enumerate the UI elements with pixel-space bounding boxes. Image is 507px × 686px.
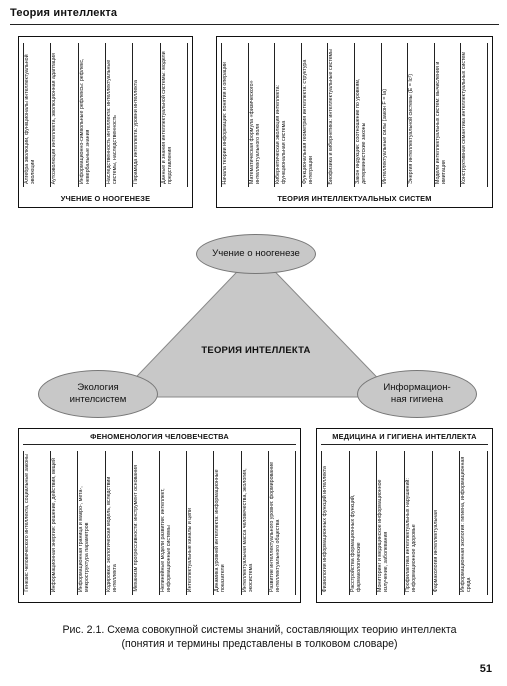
box-medicine-columns	[321, 451, 488, 595]
term-column	[51, 451, 78, 595]
term-text: Динамика уровней интеллекта: информационные показатели	[214, 469, 227, 592]
term-column	[350, 451, 378, 595]
term-column	[78, 451, 105, 595]
term-text: Интеллектуальная масса человечества, экология, экосистема	[241, 468, 254, 592]
term-column	[23, 451, 51, 595]
term-column	[133, 451, 160, 595]
term-column	[160, 451, 187, 595]
term-text: Наследственность интеллекта: интеллектуальные системы, наследственность	[105, 59, 119, 184]
term-text: Механизм прогрессивности: инструмент основания	[132, 465, 139, 592]
page-number: 51	[479, 663, 492, 675]
box-intellectual-systems-label: ТЕОРИЯ ИНТЕЛЛЕКТУАЛЬНЫХ СИСТЕМ	[277, 194, 432, 203]
term-column	[269, 451, 296, 595]
box-phenomenology	[18, 428, 301, 603]
term-column	[377, 451, 405, 595]
term-column	[187, 451, 214, 595]
term-text: Профилактика интеллектуальных нарушений: информационное здоровье	[405, 478, 418, 592]
node-ecology	[38, 370, 158, 418]
term-column	[106, 451, 133, 595]
term-text: Информационная граница и макро-, мета-, микроструктура параметров	[78, 486, 91, 592]
term-text: Интеллектуальные каналы и цепи	[187, 507, 194, 592]
figure-caption	[30, 623, 489, 651]
box-phenomenology-label: ФЕНОМЕНОЛОГИЯ ЧЕЛОВЕЧЕСТВА	[23, 432, 296, 445]
box-noogenesis-label: УЧЕНИЕ О НООГЕНЕЗЕ	[60, 194, 151, 203]
term-text: Мониторинг и медицинское информационное излучение, заболевания	[377, 479, 390, 592]
term-text: Энергия интеллектуальной системы (E = Ic²)	[408, 73, 415, 184]
term-column	[433, 451, 461, 595]
node-info-hygiene-label: Информацион- ная гигиена	[383, 382, 451, 405]
node-noogenesis	[196, 234, 316, 274]
term-text: Закон индукции: соотношение по уровням, детерминистские законы	[354, 78, 368, 184]
caption-line-2: (понятия и термины представлены в толковом словаре)	[121, 638, 398, 650]
term-text: Модели интеллектуальных систем: вычисления и имитация	[434, 61, 447, 184]
term-text: Начала теории информации: понятия и операции	[222, 61, 228, 184]
term-text: Аутоэволюция интеллекта, эволюционная адаптация	[51, 52, 58, 184]
triangle-label: ТЕОРИЯ ИНТЕЛЛЕКТА	[201, 345, 311, 356]
term-column	[321, 451, 350, 595]
term-text: Фармакология интеллектуальная	[432, 509, 439, 592]
term-text: Конструктивная семантика интеллектуальных систем	[461, 51, 468, 184]
term-text: Данные и знания интеллектуальной системы: модели представления	[160, 51, 173, 184]
term-text: Нелинейные модели развития: интеллект, информационные системы	[160, 488, 173, 592]
term-text: Биофизика и кибернетика: интеллектуальные системы	[328, 48, 335, 184]
caption-line-1: Рис. 2.1. Схема совокупной системы знаний, составляющих теорию интеллекта	[62, 624, 457, 636]
term-column	[214, 451, 241, 595]
term-text: Развитие интеллектуального уровня: формирование интеллектуального общества	[268, 461, 282, 592]
term-text: Физиология информационных функций интеллекта	[322, 465, 328, 592]
term-text: Кодировка: экологическая модель, вследствии интеллекта	[105, 476, 118, 592]
term-text: Информационная энергия: решение, действия, вещей	[51, 457, 58, 592]
term-column	[460, 451, 488, 595]
term-column	[405, 451, 433, 595]
term-text: Функциональная геометрия интеллекта: структура интеграции	[301, 59, 314, 184]
box-phenomenology-columns	[23, 451, 296, 595]
node-noogenesis-label: Учение о ноогенезе	[212, 248, 300, 259]
term-text: Расстройства формационных функций, фармакологические	[349, 494, 362, 592]
term-text: Информационная экология: гигиена, информационная среда	[460, 456, 473, 592]
running-header: Теория интеллекта	[10, 7, 118, 19]
term-text: Математическая формула «физического» интеллектуального поля	[248, 80, 261, 184]
term-column	[242, 451, 269, 595]
term-text: Информационно-символьные рефлексы: рефлекс, невербальные знания	[78, 58, 91, 184]
term-text: Алгебра эволюции, функционалы интеллектуальной эволюции	[24, 54, 37, 184]
node-ecology-label: Экология интелсистем	[69, 382, 127, 405]
term-text: Интеллектуальные силы (закон F = Ia)	[381, 89, 388, 184]
term-text: Кибернетическая эволюция интеллекта: функциональная система	[275, 84, 288, 184]
box-medicine	[316, 428, 493, 603]
box-medicine-label: МЕДИЦИНА И ГИГИЕНА ИНТЕЛЛЕКТА	[321, 432, 488, 445]
node-info-hygiene	[357, 370, 477, 418]
term-text: Пирамида интеллекта: уровни интеллекта	[133, 79, 140, 184]
term-text: Генезис человеческого интеллекта, социальные законы	[24, 454, 30, 592]
